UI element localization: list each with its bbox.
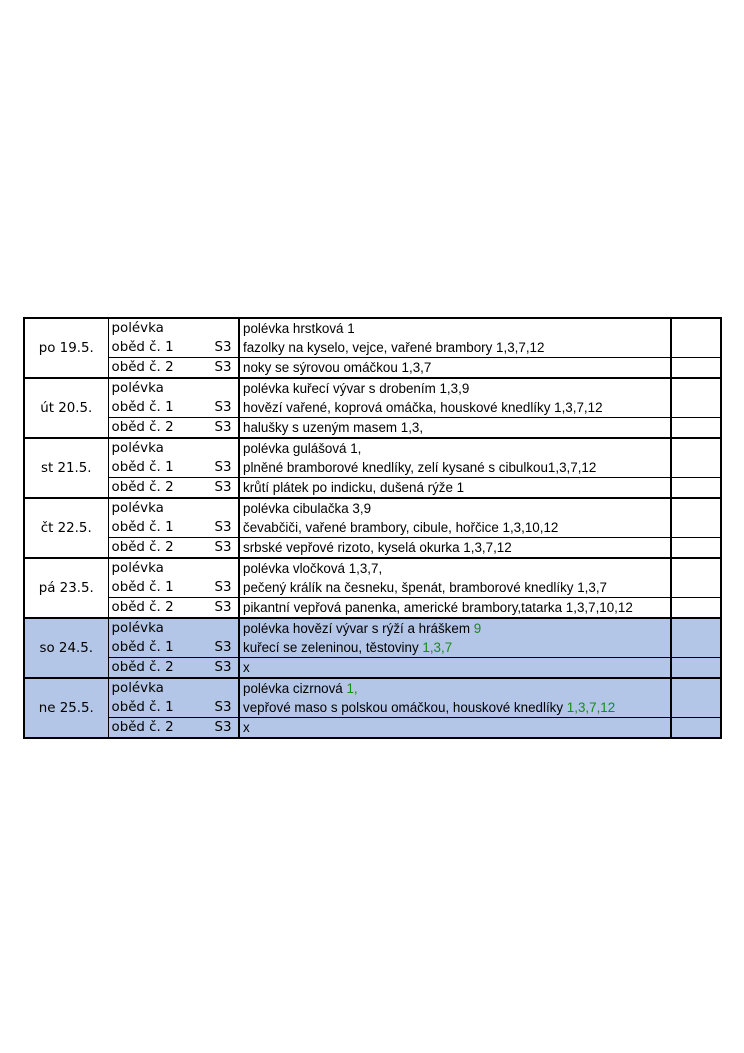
dish-text: vepřové maso s polskou omáčkou, houskové knedlíky	[243, 700, 567, 715]
allergen-codes: 9	[473, 621, 482, 636]
empty-cell	[671, 498, 721, 518]
diet-code: S3	[208, 358, 239, 379]
dish-cell	[239, 498, 671, 518]
dish-cell	[239, 358, 671, 379]
weekly-menu-table	[23, 317, 722, 739]
empty-cell	[671, 698, 721, 718]
empty-cell	[671, 398, 721, 418]
dish-cell	[239, 438, 671, 458]
menu-row	[24, 358, 721, 379]
empty-cell	[671, 438, 721, 458]
dish-cell	[239, 698, 671, 718]
menu-row	[24, 698, 721, 718]
dish-text: pečený králík na česneku, špenát, bramborové knedlíky 1,3,7	[243, 580, 607, 595]
meal-type: oběd č. 2	[108, 538, 208, 559]
dish-text: hovězí vařené, koprová omáčka, houskové knedlíky 1,3,7,12	[243, 400, 603, 415]
diet-code	[208, 678, 239, 698]
meal-type: polévka	[108, 318, 208, 338]
diet-code: S3	[208, 658, 239, 679]
day-label: út 20.5.	[24, 378, 108, 438]
diet-code: S3	[208, 398, 239, 418]
dish-text: polévka cizrnová	[243, 681, 347, 696]
meal-type: polévka	[108, 378, 208, 398]
dish-cell	[239, 378, 671, 398]
diet-code: S3	[208, 578, 239, 598]
diet-code	[208, 498, 239, 518]
empty-cell	[671, 578, 721, 598]
empty-cell	[671, 718, 721, 739]
diet-code: S3	[208, 458, 239, 478]
meal-type: oběd č. 2	[108, 358, 208, 379]
menu-row	[24, 518, 721, 538]
day-label: st 21.5.	[24, 438, 108, 498]
day-block	[24, 618, 721, 678]
empty-cell	[671, 478, 721, 499]
meal-type: polévka	[108, 558, 208, 578]
dish-text: halušky s uzeným masem 1,3,	[243, 420, 424, 435]
menu-row	[24, 378, 721, 398]
dish-cell	[239, 538, 671, 559]
menu-row	[24, 718, 721, 739]
meal-type: oběd č. 2	[108, 598, 208, 619]
dish-text: polévka hrstková 1	[243, 321, 355, 336]
meal-type: oběd č. 2	[108, 418, 208, 439]
allergen-codes: 1,3,7	[422, 640, 453, 655]
dish-text: x	[243, 720, 250, 735]
day-label: ne 25.5.	[24, 678, 108, 738]
empty-cell	[671, 598, 721, 619]
diet-code	[208, 558, 239, 578]
menu-row	[24, 678, 721, 698]
meal-type: oběd č. 2	[108, 718, 208, 739]
menu-row	[24, 578, 721, 598]
day-block	[24, 438, 721, 498]
dish-cell	[239, 398, 671, 418]
dish-text: krůtí plátek po indicku, dušená rýže 1	[243, 480, 465, 495]
day-block	[24, 318, 721, 378]
menu-row	[24, 658, 721, 679]
menu-row	[24, 338, 721, 358]
dish-text: kuřecí se zeleninou, těstoviny	[243, 640, 423, 655]
menu-row	[24, 398, 721, 418]
empty-cell	[671, 538, 721, 559]
meal-type: oběd č. 1	[111, 460, 174, 475]
day-label: pá 23.5.	[24, 558, 108, 618]
empty-cell	[671, 618, 721, 638]
dish-text: fazolky na kyselo, vejce, vařené brambory 1,3,7,12	[243, 340, 545, 355]
meal-type: oběd č. 1	[108, 698, 208, 718]
dish-cell	[239, 418, 671, 439]
dish-cell	[239, 478, 671, 499]
diet-code: S3	[208, 598, 239, 619]
diet-code	[208, 438, 239, 458]
day-label: po 19.5.	[24, 318, 108, 378]
dish-text: x	[243, 660, 250, 675]
day-label: čt 22.5.	[24, 498, 108, 558]
menu-row	[24, 638, 721, 658]
empty-cell	[671, 658, 721, 679]
dish-text: čevabčiči, vařené brambory, cibule, hořčice 1,3,10,12	[243, 520, 559, 535]
menu-row	[24, 318, 721, 338]
empty-cell	[671, 418, 721, 439]
day-block	[24, 498, 721, 558]
meal-type: polévka	[108, 618, 208, 638]
dish-cell	[239, 518, 671, 538]
meal-type: oběd č. 1	[111, 580, 174, 595]
dish-text: polévka hovězí vývar s rýží a hráškem	[243, 621, 474, 636]
dish-text: srbské vepřové rizoto, kyselá okurka 1,3,7,12	[243, 540, 512, 555]
diet-code: S3	[208, 698, 239, 718]
meal-type: oběd č. 2	[108, 478, 208, 499]
dish-cell	[239, 458, 671, 478]
meal-type: oběd č. 1	[111, 400, 174, 415]
empty-cell	[671, 638, 721, 658]
empty-cell	[671, 458, 721, 478]
dish-cell	[239, 658, 671, 679]
dish-text: polévka gulášová 1,	[243, 441, 362, 456]
diet-code	[208, 318, 239, 338]
diet-code: S3	[208, 638, 239, 658]
dish-cell	[239, 578, 671, 598]
diet-code: S3	[208, 538, 239, 559]
diet-code	[208, 618, 239, 638]
day-block	[24, 678, 721, 738]
meal-type: polévka	[108, 678, 208, 698]
dish-text: plněné bramborové knedlíky, zelí kysané s cibulkou1,3,7,12	[243, 460, 597, 475]
empty-cell	[671, 358, 721, 379]
diet-code	[208, 378, 239, 398]
diet-code: S3	[208, 518, 239, 538]
dish-text: pikantní vepřová panenka, americké brambory,tatarka 1,3,7,10,12	[243, 600, 633, 615]
menu-row	[24, 618, 721, 638]
meal-type: oběd č. 1	[111, 340, 174, 355]
dish-cell	[239, 338, 671, 358]
day-block	[24, 378, 721, 438]
day-label: so 24.5.	[24, 618, 108, 678]
diet-code: S3	[208, 338, 239, 358]
dish-cell	[239, 598, 671, 619]
empty-cell	[671, 338, 721, 358]
meal-type: polévka	[108, 498, 208, 518]
empty-cell	[671, 518, 721, 538]
menu-row	[24, 498, 721, 518]
menu-row	[24, 558, 721, 578]
dish-cell	[239, 678, 671, 698]
menu-row	[24, 598, 721, 619]
meal-type: oběd č. 1	[108, 638, 208, 658]
menu-row	[24, 458, 721, 478]
menu-row	[24, 478, 721, 499]
dish-text: polévka cibulačka 3,9	[243, 501, 372, 516]
diet-code: S3	[208, 478, 239, 499]
day-block	[24, 558, 721, 618]
dish-text: polévka kuřecí vývar s drobením 1,3,9	[243, 381, 470, 396]
dish-cell	[239, 618, 671, 638]
dish-cell	[239, 318, 671, 338]
meal-type: polévka	[108, 438, 208, 458]
dish-cell	[239, 558, 671, 578]
allergen-codes: 1,	[346, 681, 358, 696]
dish-cell	[239, 718, 671, 739]
allergen-codes: 1,3,7,12	[566, 700, 616, 715]
menu-row	[24, 438, 721, 458]
empty-cell	[671, 318, 721, 338]
meal-type: oběd č. 1	[111, 520, 174, 535]
empty-cell	[671, 558, 721, 578]
empty-cell	[671, 378, 721, 398]
diet-code: S3	[208, 718, 239, 739]
menu-row	[24, 538, 721, 559]
diet-code: S3	[208, 418, 239, 439]
empty-cell	[671, 678, 721, 698]
dish-cell	[239, 638, 671, 658]
dish-text: noky se sýrovou omáčkou 1,3,7	[243, 360, 432, 375]
menu-row	[24, 418, 721, 439]
dish-text: polévka vločková 1,3,7,	[243, 561, 383, 576]
meal-type: oběd č. 2	[108, 658, 208, 679]
